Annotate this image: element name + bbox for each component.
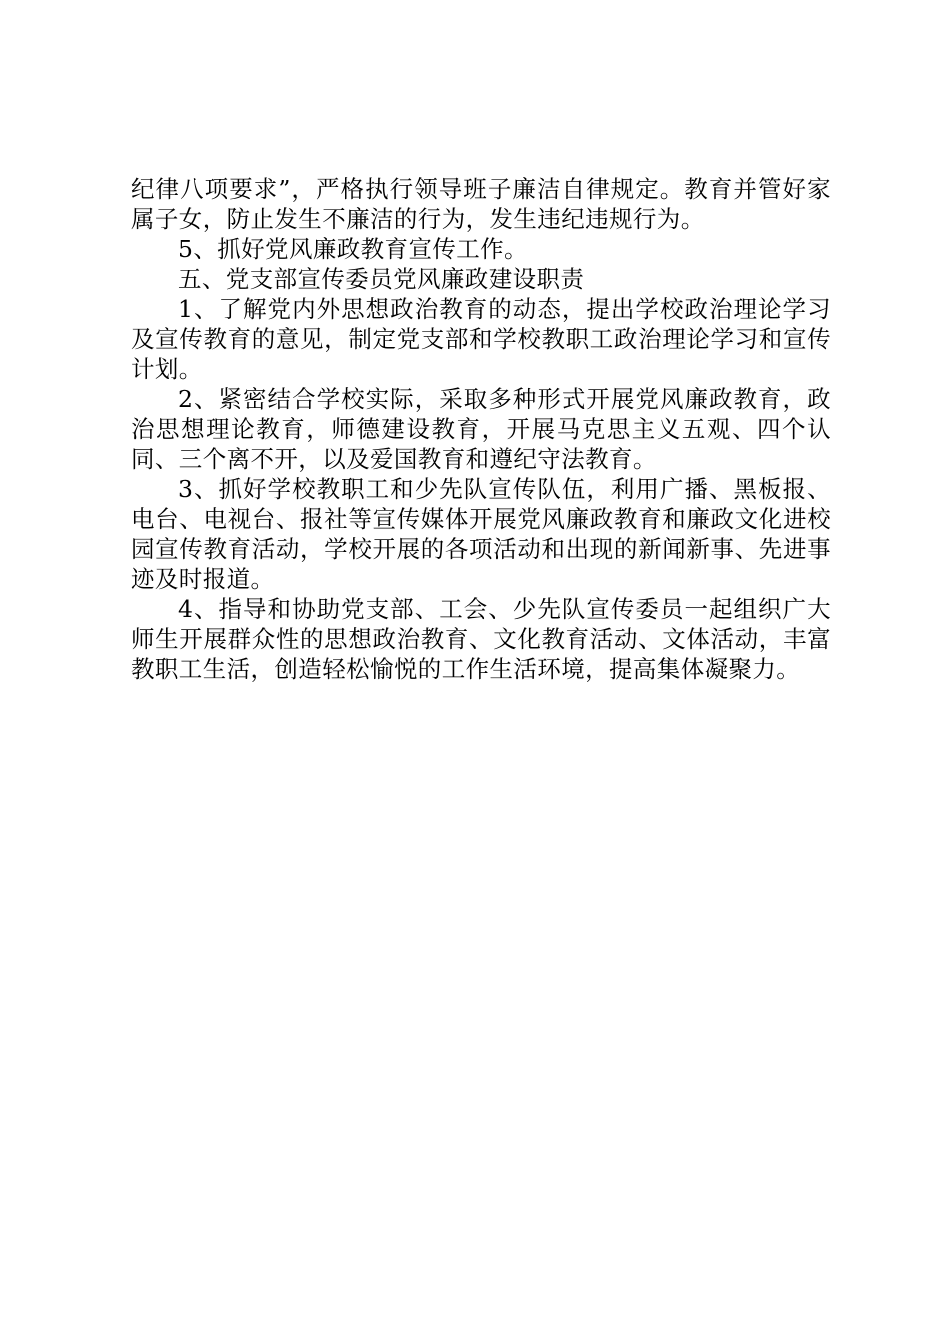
- document-page: [131, 174, 831, 684]
- section-heading-5: 五、党支部宣传委员党风廉政建设职责: [178, 265, 585, 293]
- paragraph-item-3: 3、抓好学校教职工和少先队宣传队伍，利用广播、黑板报、电台、电视台、报社等宣传媒体开展党风廉政教育和廉政文化进校园宣传教育活动，学校开展的各项活动和出现的新闻新事、先进事迹及时报道。: [131, 475, 831, 593]
- paragraph-continuation: 纪律八项要求”，严格执行领导班子廉洁自律规定。教育并管好家属子女，防止发生不廉洁的行为，发生违纪违规行为。: [131, 175, 831, 233]
- paragraph-item-1: 1、了解党内外思想政治教育的动态，提出学校政治理论学习及宣传教育的意见，制定党支部和学校教职工政治理论学习和宣传计划。: [131, 295, 831, 383]
- paragraph-item-5: 5、抓好党风廉政教育宣传工作。: [178, 235, 528, 263]
- paragraph-item-2: 2、紧密结合学校实际，采取多种形式开展党风廉政教育，政治思想理论教育，师德建设教育，开展马克思主义五观、四个认同、三个离不开，以及爱国教育和遵纪守法教育。: [131, 385, 831, 473]
- paragraph-item-4: 4、指导和协助党支部、工会、少先队宣传委员一起组织广大师生开展群众性的思想政治教育、文化教育活动、文体活动，丰富教职工生活，创造轻松愉悦的工作生活环境，提高集体凝聚力。: [131, 595, 831, 683]
